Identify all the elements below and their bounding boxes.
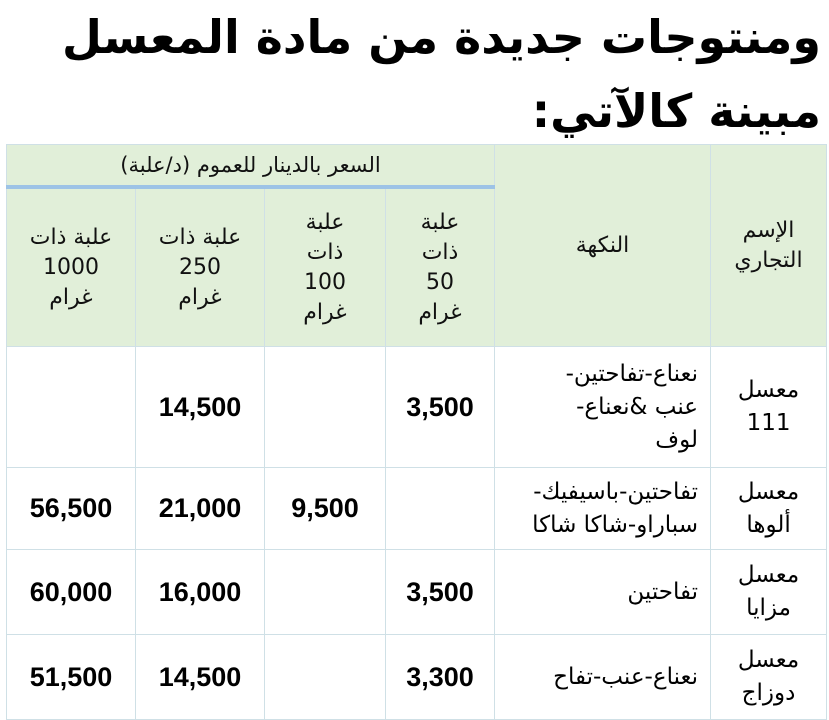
- document-heading: ومنتوجات جديدة من مادة المعسل مبينة كالآتي:: [62, 10, 821, 138]
- price-50g: [386, 468, 495, 550]
- size-header-250g: علبة ذات 250 غرام: [136, 187, 265, 347]
- flavor-cell: نعناع-عنب-تفاح: [495, 635, 711, 720]
- price-250g: 14,500: [136, 635, 265, 720]
- price-1000g: [7, 347, 136, 468]
- price-100g: [265, 347, 386, 468]
- brand-name-cell: معسل 111: [711, 347, 827, 468]
- price-250g: 14,500: [136, 347, 265, 468]
- price-100g: 9,500: [265, 468, 386, 550]
- brand-name-cell: معسل ألوها: [711, 468, 827, 550]
- flavor-cell: نعناع-تفاحتين- عنب &نعناع- لوف: [495, 347, 711, 468]
- price-50g: 3,500: [386, 550, 495, 635]
- price-50g: 3,300: [386, 635, 495, 720]
- price-250g: 16,000: [136, 550, 265, 635]
- price-1000g: 51,500: [7, 635, 136, 720]
- table-row: [7, 550, 827, 635]
- table-row: [7, 347, 827, 468]
- price-100g: [265, 635, 386, 720]
- table-row: [7, 635, 827, 720]
- price-1000g: 56,500: [7, 468, 136, 550]
- size-header-100g: علبة ذات 100 غرام: [265, 187, 386, 347]
- price-250g: 21,000: [136, 468, 265, 550]
- size-header-50g: علبة ذات 50 غرام: [386, 187, 495, 347]
- brand-name-header: الإسم التجاري: [711, 145, 827, 347]
- flavor-header: النكهة: [495, 145, 711, 347]
- brand-name-cell: معسل مزايا: [711, 550, 827, 635]
- header-row-1: [7, 145, 827, 188]
- brand-name-cell: معسل دوزاج: [711, 635, 827, 720]
- price-group-header: السعر بالدينار للعموم (د/علبة): [7, 145, 495, 188]
- price-table: [6, 144, 827, 720]
- price-1000g: 60,000: [7, 550, 136, 635]
- price-50g: 3,500: [386, 347, 495, 468]
- table-row: [7, 468, 827, 550]
- flavor-cell: تفاحتين-باسيفيك- سباراو-شاكا شاكا: [495, 468, 711, 550]
- flavor-cell: تفاحتين: [495, 550, 711, 635]
- size-header-1000g: علبة ذات 1000 غرام: [7, 187, 136, 347]
- price-100g: [265, 550, 386, 635]
